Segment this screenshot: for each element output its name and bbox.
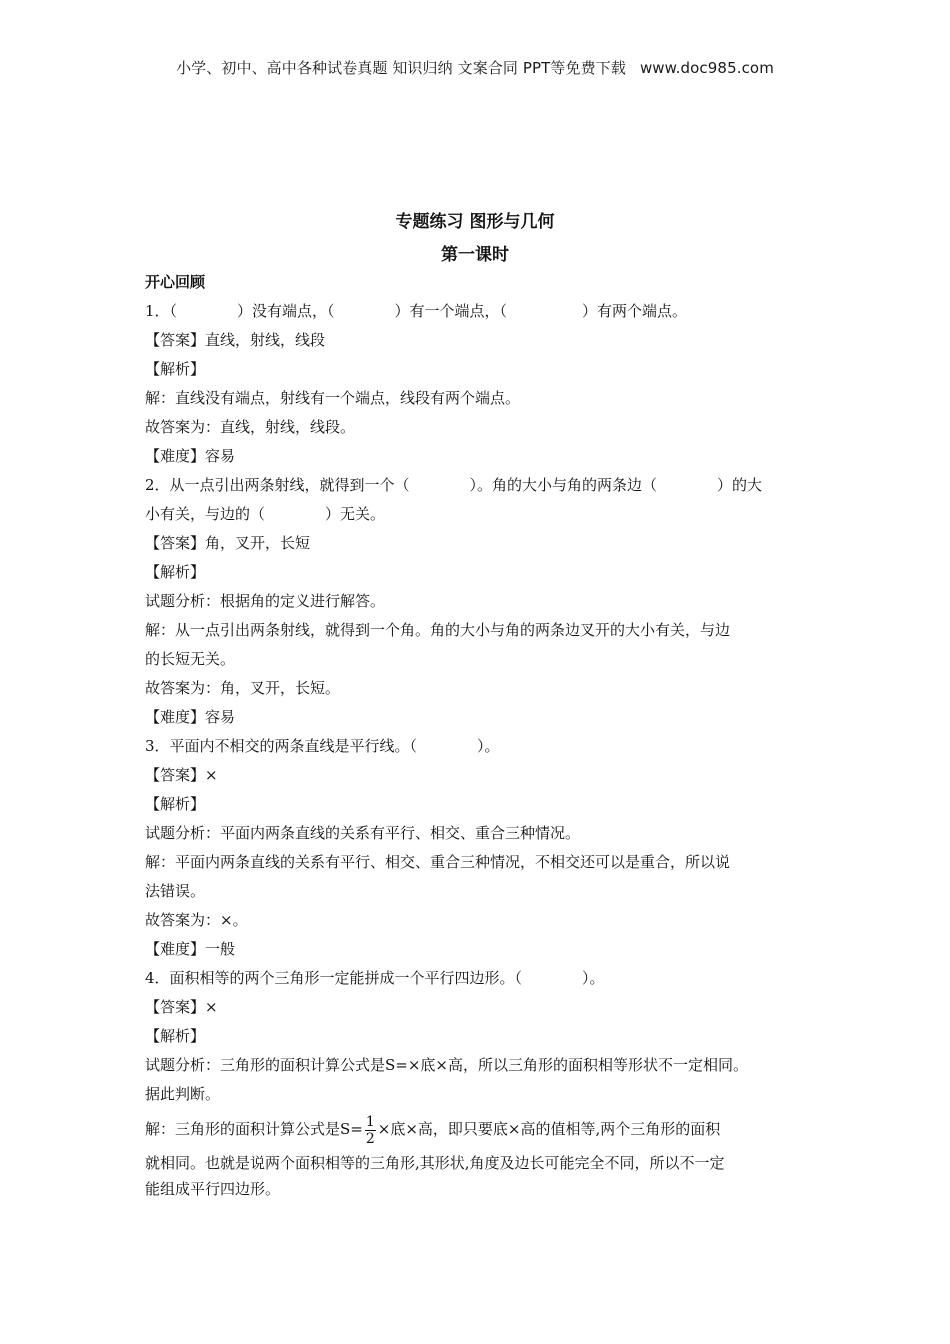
fraction-one-half — [365, 1114, 376, 1147]
question-2-line-2: 小有关，与边的（ ）无关。 — [145, 505, 386, 523]
final-answer-2: 故答案为：角，叉开，长短。 — [145, 679, 341, 697]
difficulty-3: 【难度】一般 — [145, 940, 236, 958]
solution-1: 解：直线没有端点，射线有一个端点，线段有两个端点。 — [145, 389, 521, 407]
answer-1: 【答案】直线，射线，线段 — [145, 331, 326, 349]
difficulty-2: 【难度】容易 — [145, 708, 236, 726]
solution-3-line-2: 法错误。 — [145, 882, 206, 900]
trial-analysis-4-line-2: 据此判断。 — [145, 1085, 221, 1103]
question-1: 1．（ ）没有端点，（ ）有一个端点，（ ）有两个端点。 — [145, 302, 688, 320]
answer-3: 【答案】× — [145, 766, 218, 784]
analysis-label-3: 【解析】 — [145, 795, 206, 813]
solution-3-line-1: 解：平面内两条直线的关系有平行、相交、重合三种情况，不相交还可以是重合，所以说 — [145, 853, 731, 871]
question-2-line-1: 2．从一点引出两条射线，就得到一个（ ）。角的大小与角的两条边（ ）的大 — [145, 476, 763, 494]
fraction-numerator: 1 — [365, 1113, 375, 1130]
analysis-label-2: 【解析】 — [145, 563, 206, 581]
analysis-label-1: 【解析】 — [145, 360, 206, 378]
solution-4-line-2: 就相同。也就是说两个面积相等的三角形,其形状,角度及边长可能完全不同，所以不一定 — [145, 1154, 725, 1172]
final-answer-3: 故答案为：×。 — [145, 911, 248, 929]
section-heading: 开心回顾 — [145, 273, 206, 291]
document-body — [145, 268, 810, 1200]
answer-2: 【答案】角，叉开，长短 — [145, 534, 311, 552]
fraction-denominator: 2 — [365, 1130, 375, 1147]
solution-2-line-2: 的长短无关。 — [145, 650, 236, 668]
solution-4-suffix: ×底×高，即只要底×高的值相等,两个三角形的面积 — [377, 1120, 721, 1138]
analysis-label-4: 【解析】 — [145, 1027, 206, 1045]
trial-analysis-2: 试题分析：根据角的定义进行解答。 — [145, 592, 386, 610]
document-subtitle: 第一课时 — [441, 245, 509, 265]
answer-4: 【答案】× — [145, 998, 218, 1016]
final-answer-1: 故答案为：直线，射线，线段。 — [145, 418, 356, 436]
solution-2-line-1: 解：从一点引出两条射线，就得到一个角。角的大小与角的两条边叉开的大小有关，与边 — [145, 621, 731, 639]
document-title: 专题练习 图形与几何 — [395, 212, 555, 232]
trial-analysis-3: 试题分析：平面内两条直线的关系有平行、相交、重合三种情况。 — [145, 824, 581, 842]
question-3: 3．平面内不相交的两条直线是平行线。（ ）。 — [145, 737, 500, 755]
banner-url[interactable]: www.doc985.com — [639, 59, 774, 77]
difficulty-1: 【难度】容易 — [145, 447, 236, 465]
solution-4-line-3: 能组成平行四边形。 — [145, 1180, 281, 1198]
question-4: 4．面积相等的两个三角形一定能拼成一个平行四边形。（ ）。 — [145, 969, 605, 987]
header-banner — [0, 57, 950, 78]
solution-4-line-1 — [145, 1109, 810, 1149]
trial-analysis-4-line-1: 试题分析：三角形的面积计算公式是S=×底×高，所以三角形的面积相等形状不一定相同。 — [145, 1056, 748, 1074]
solution-4-prefix: 解：三角形的面积计算公式是S= — [145, 1120, 363, 1138]
banner-text: 小学、初中、高中各种试卷真题 知识归纳 文案合同 PPT等免费下载 — [176, 59, 626, 77]
